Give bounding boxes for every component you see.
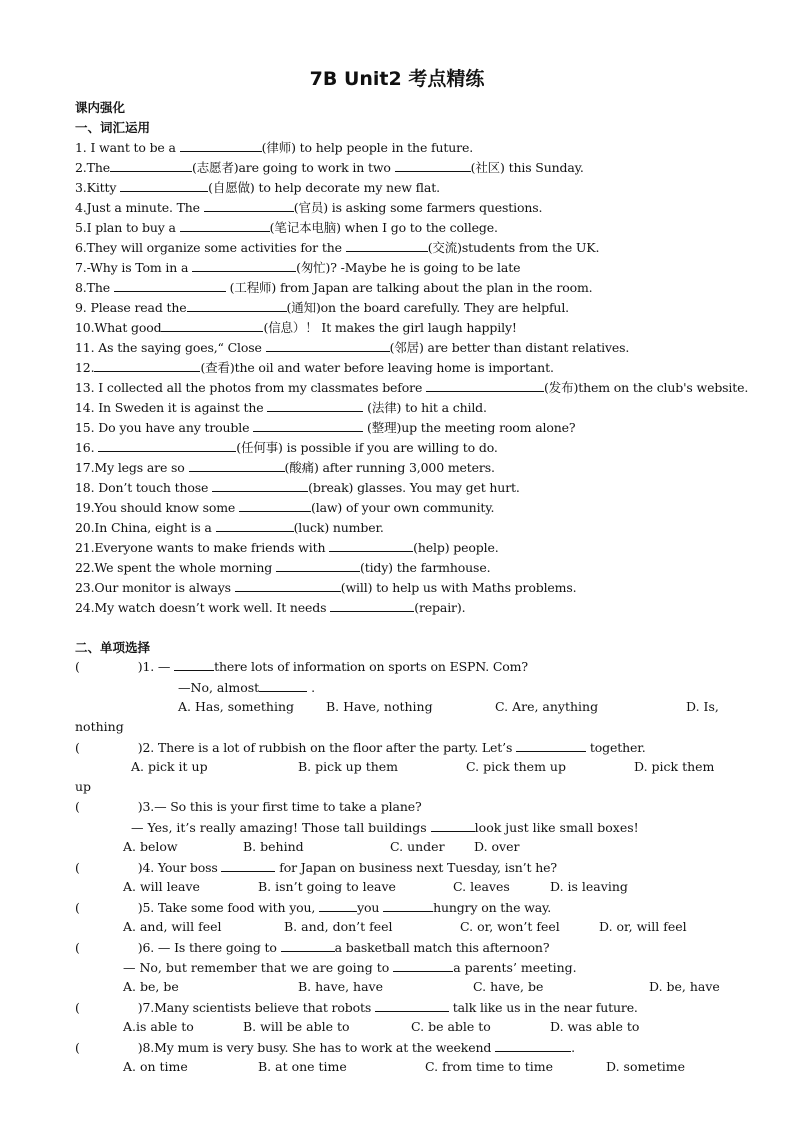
mc-question-6: ( )6. — Is there going to a basketball match this afternoon? [75,940,550,955]
answer-blank[interactable] [204,199,294,212]
answer-blank[interactable] [253,419,363,432]
option-8c[interactable]: C. from time to time [425,1059,554,1074]
answer-blank[interactable] [319,899,357,912]
vocab-item-12: 12. (查看)the oil and water before leaving home is important. [75,360,554,375]
answer-blank[interactable] [192,259,296,272]
answer-blank[interactable] [393,959,453,972]
answer-blank[interactable] [174,658,214,671]
mc-reply-3: — Yes, it’s really amazing! Those tall buildings look just like small boxes! [131,820,639,835]
option-4b[interactable]: B. isn’t going to leave [258,879,396,894]
vocab-item-4: 4.Just a minute. The (官员) is asking some farmers questions. [75,200,543,215]
option-7a[interactable]: A.is able to [123,1019,194,1034]
vocab-item-10: 10.What good (信息）！ It makes the girl laugh happily! [75,320,517,335]
option-2b[interactable]: B. pick up them [298,759,399,774]
answer-blank[interactable] [120,179,208,192]
answer-blank[interactable] [329,539,413,552]
option-3d[interactable]: D. over [474,839,520,854]
vocab-item-20: 20.In China, eight is a (luck) number. [75,520,384,535]
mc-question-7: ( )7.Many scientists believe that robots talk like us in the near future. [75,1000,638,1015]
answer-blank[interactable] [346,239,428,252]
option-1d[interactable]: D. Is, [686,699,719,714]
option-6d[interactable]: D. be, have [649,979,720,994]
option-1a[interactable]: A. Has, something [178,699,295,714]
mc-question-3: ( )3.— So this is your first time to take a plane? [75,799,422,814]
option-8b[interactable]: B. at one time [258,1059,347,1074]
mc-question-2: ( )2. There is a lot of rubbish on the floor after the party. Let’s together. [75,740,646,755]
option-4d[interactable]: D. is leaving [550,879,628,894]
section-label: 课内强化 [75,100,126,115]
option-3a[interactable]: A. below [123,839,178,854]
vocab-item-5: 5.I plan to buy a (笔记本电脑) when I go to the college. [75,220,498,235]
option-5d[interactable]: D. or, will feel [599,919,687,934]
option-3b[interactable]: B. behind [243,839,304,854]
answer-blank[interactable] [114,279,226,292]
vocab-item-11: 11. As the saying goes,“ Close (邻居) are better than distant relatives. [75,340,630,355]
answer-blank[interactable] [383,899,433,912]
vocab-item-19: 19.You should know some (law) of your own community. [75,500,495,515]
vocab-item-14: 14. In Sweden it is against the (法律) to hit a child. [75,400,487,415]
vocab-item-22: 22.We spent the whole morning (tidy) the farmhouse. [75,560,491,575]
vocab-item-8: 8.The (工程师) from Japan are talking about the plan in the room. [75,280,593,295]
answer-blank[interactable] [94,359,200,372]
answer-blank[interactable] [189,459,285,472]
mc-question-5: ( )5. Take some food with you, you hungry on the way. [75,900,552,915]
option-5a[interactable]: A. and, will feel [123,919,222,934]
option-2d-wrap: up [75,779,92,794]
answer-blank[interactable] [375,999,449,1012]
answer-blank[interactable] [235,579,341,592]
answer-blank[interactable] [187,299,287,312]
answer-blank[interactable] [98,439,236,452]
part2-heading: 二、单项选择 [75,640,151,655]
option-2c[interactable]: C. pick them up [466,759,566,774]
vocab-item-17: 17.My legs are so (酸痛) after running 3,000 meters. [75,460,495,475]
vocab-item-6: 6.They will organize some activities for the (交流)students from the UK. [75,240,600,255]
vocab-item-21: 21.Everyone wants to make friends with (help) people. [75,540,499,555]
option-6c[interactable]: C. have, be [473,979,544,994]
mc-reply-6: — No, but remember that we are going to a parents’ meeting. [123,960,577,975]
option-7d[interactable]: D. was able to [550,1019,640,1034]
answer-blank[interactable] [431,819,475,832]
option-3c[interactable]: C. under [390,839,445,854]
mc-question-1: ( )1. — there lots of information on sports on ESPN. Com? [75,659,528,674]
vocab-item-23: 23.Our monitor is always (will) to help us with Maths problems. [75,580,577,595]
vocab-item-15: 15. Do you have any trouble (整理)up the meeting room alone? [75,420,576,435]
answer-blank[interactable] [426,379,544,392]
answer-blank[interactable] [330,599,414,612]
option-6b[interactable]: B. have, have [298,979,384,994]
answer-blank[interactable] [395,159,471,172]
vocab-item-2: 2.The (志愿者)are going to work in two (社区) this Sunday. [75,160,584,175]
option-4a[interactable]: A. will leave [123,879,200,894]
option-2d[interactable]: D. pick them [634,759,715,774]
option-5c[interactable]: C. or, won’t feel [460,919,560,934]
answer-blank[interactable] [281,939,335,952]
vocab-item-13: 13. I collected all the photos from my classmates before (发布)them on the club's website. [75,380,749,395]
option-1c[interactable]: C. Are, anything [495,699,599,714]
answer-blank[interactable] [221,859,275,872]
mc-question-4: ( )4. Your boss for Japan on business next Tuesday, isn’t he? [75,860,557,875]
vocab-item-24: 24.My watch doesn’t work well. It needs (repair). [75,600,466,615]
answer-blank[interactable] [516,739,586,752]
answer-blank[interactable] [266,339,390,352]
option-8d[interactable]: D. sometime [606,1059,685,1074]
option-7b[interactable]: B. will be able to [243,1019,350,1034]
vocab-item-3: 3.Kitty (自愿做) to help decorate my new flat. [75,180,440,195]
vocab-item-18: 18. Don’t touch those (break) glasses. You may get hurt. [75,480,520,495]
part1-heading: 一、词汇运用 [75,120,151,135]
mc-reply-1: —No, almost . [178,680,316,695]
option-8a[interactable]: A. on time [123,1059,188,1074]
answer-blank[interactable] [216,519,294,532]
option-7c[interactable]: C. be able to [411,1019,491,1034]
vocab-item-9: 9. Please read the (通知)on the board carefully. They are helpful. [75,300,570,315]
answer-blank[interactable] [110,159,192,172]
vocab-item-7: 7.-Why is Tom in a (匆忙)? -Maybe he is going to be late [75,260,521,275]
answer-blank[interactable] [259,679,307,692]
answer-blank[interactable] [495,1039,571,1052]
answer-blank[interactable] [239,499,311,512]
answer-blank[interactable] [180,219,270,232]
option-6a[interactable]: A. be, be [123,979,179,994]
worksheet-title: 7B Unit2 考点精练 [309,68,485,90]
option-5b[interactable]: B. and, don’t feel [284,919,393,934]
answer-blank[interactable] [161,319,263,332]
option-1b[interactable]: B. Have, nothing [326,699,433,714]
mc-question-8: ( )8.My mum is very busy. She has to work at the weekend . [75,1040,575,1055]
answer-blank[interactable] [276,559,360,572]
vocab-item-1: 1. I want to be a (律师) to help people in the future. [75,140,474,155]
vocab-item-16: 16. (任何事) is possible if you are willing to do. [75,440,498,455]
answer-blank[interactable] [267,399,363,412]
option-1d-wrap: nothing [75,719,124,734]
answer-blank[interactable] [212,479,308,492]
option-4c[interactable]: C. leaves [453,879,510,894]
answer-blank[interactable] [180,139,262,152]
option-2a[interactable]: A. pick it up [131,759,208,774]
